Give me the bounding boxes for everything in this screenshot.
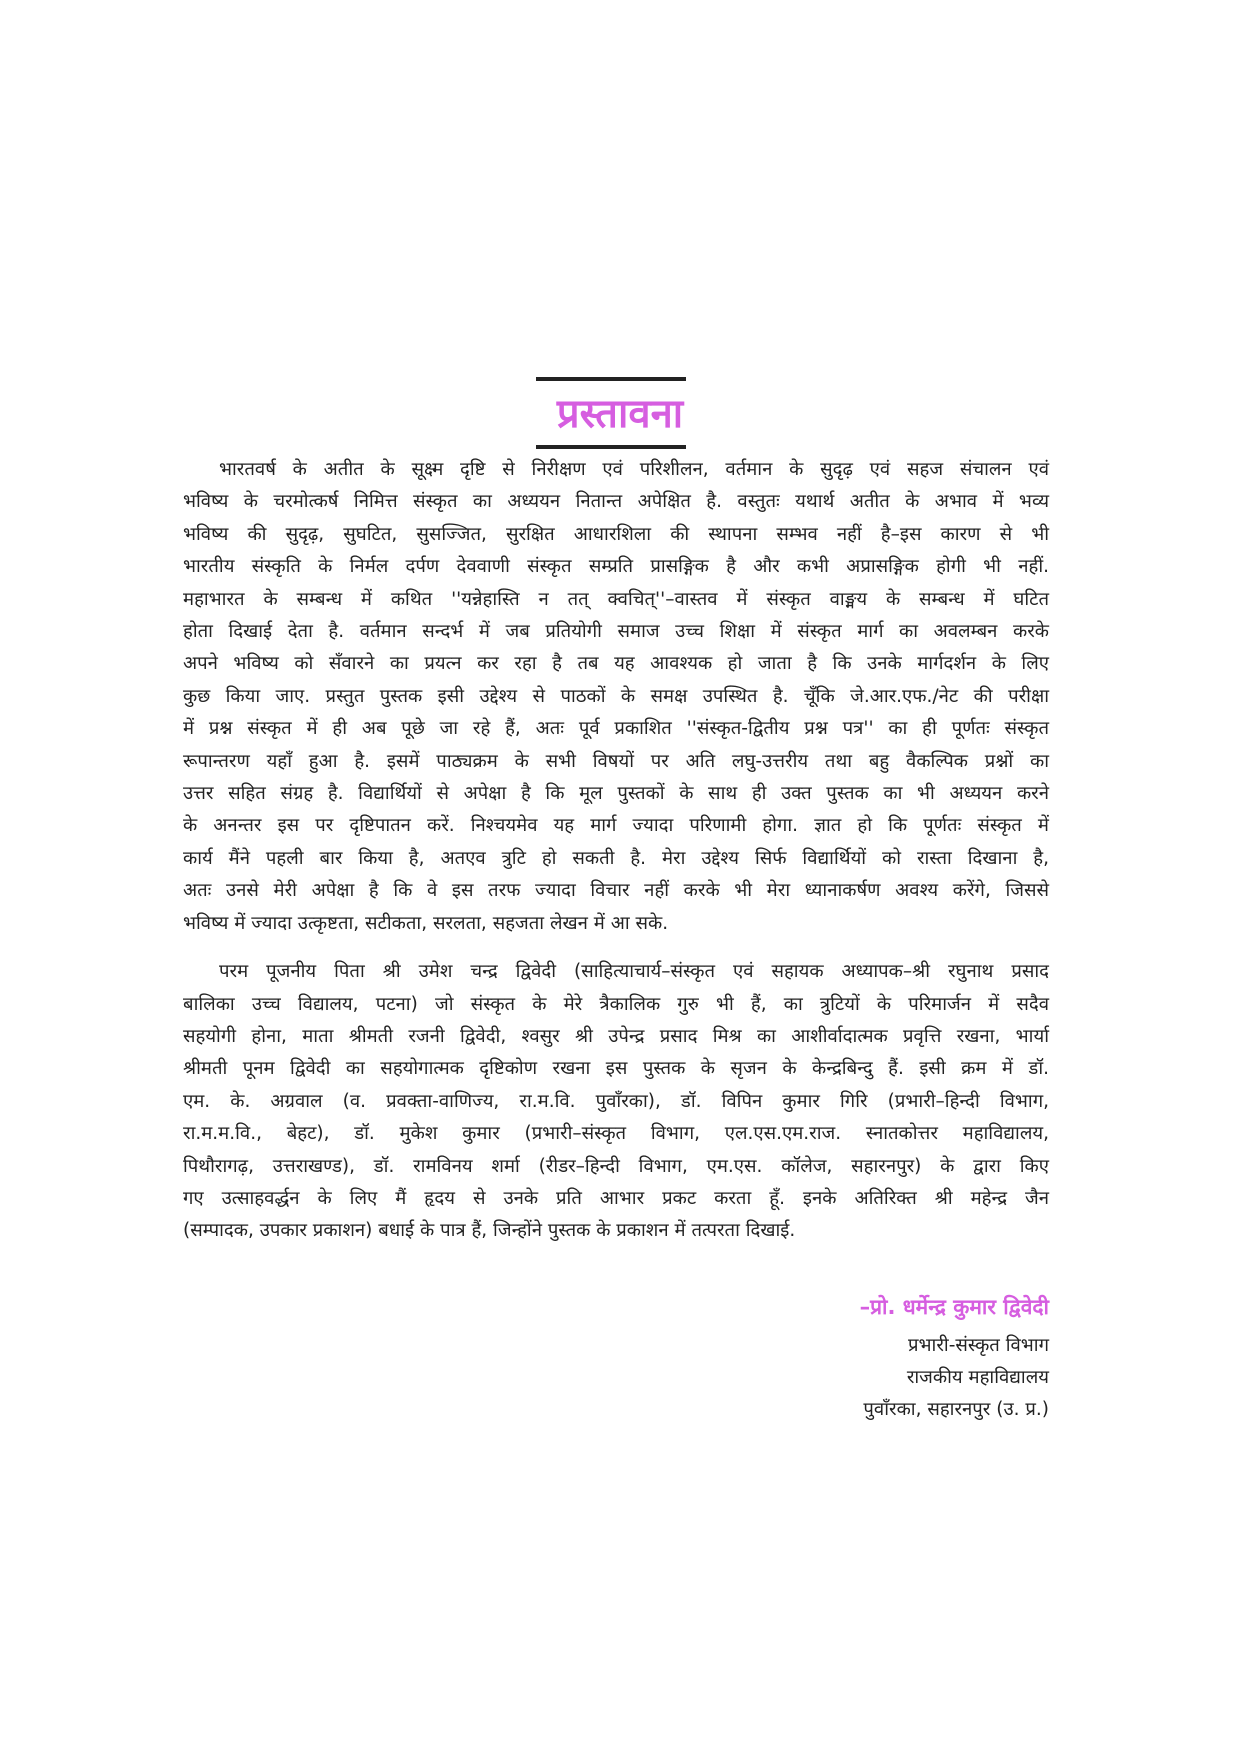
page-body — [183, 454, 1049, 1426]
text-line: अतः उनसे मेरी अपेक्षा है कि वे इस तरफ ज्यादा विचार नहीं करके भी मेरा ध्यानाकर्षण अवश्य करेंगे, जिससे — [183, 880, 1049, 902]
title-rule-top — [536, 377, 686, 381]
text-line: पिथौरागढ़, उत्तराखण्ड), डॉ. रामविनय शर्मा (रीडर–हिन्दी विभाग, एम.एस. कॉलेज, सहारनपुर) के द्वारा किए — [183, 1155, 1049, 1177]
text-line: (सम्पादक, उपकार प्रकाशन) बधाई के पात्र हैं, जिन्होंने पुस्तक के प्रकाशन में तत्परता दिखाई. — [183, 1220, 796, 1242]
text-line: भारतीय संस्कृति के निर्मल दर्पण देववाणी संस्कृत सम्प्रति प्रासङ्गिक है और कभी अप्रासङ्गिक होगी भी नहीं. — [183, 556, 1049, 578]
text-line: गए उत्साहवर्द्धन के लिए मैं हृदय से उनके प्रति आभार प्रकट करता हूँ. इनके अतिरिक्त श्री महेन्द्र जैन — [183, 1187, 1049, 1209]
signature-institution: राजकीय महाविद्यालय — [906, 1366, 1049, 1388]
text-line: सहयोगी होना, माता श्रीमती रजनी द्विवेदी, श्वसुर श्री उपेन्द्र प्रसाद मिश्र का आशीर्वादात्मक प्रवृत्ति रखना, भार्या — [183, 1025, 1049, 1047]
text-line: के अनन्तर इस पर दृष्टिपातन करें. निश्चयमेव यह मार्ग ज्यादा परिणामी होगा. ज्ञात हो कि पूर्णतः संस्कृत में — [183, 815, 1049, 837]
text-line: कुछ किया जाए. प्रस्तुत पुस्तक इसी उद्देश्य से पाठकों के समक्ष उपस्थित है. चूँकि जे.आर.एफ./नेट की परीक्षा — [183, 685, 1049, 707]
text-line: अपने भविष्य को सँवारने का प्रयत्न कर रहा है तब यह आवश्यक हो जाता है कि उनके मार्गदर्शन के लिए — [183, 653, 1049, 675]
signature-location: पुवाँरका, सहारनपुर (उ. प्र.) — [863, 1398, 1049, 1420]
text-line: श्रीमती पूनम द्विवेदी का सहयोगात्मक दृष्टिकोण रखना इस पुस्तक के सृजन के केन्द्रबिन्दु हैं. इसी क्रम में डॉ. — [183, 1058, 1049, 1080]
text-line: रूपान्तरण यहाँ हुआ है. इसमें पाठ्यक्रम के सभी विषयों पर अति लघु-उत्तरीय तथा बहु वैकल्पिक प्रश्नों का — [183, 750, 1049, 772]
paragraph-1 — [183, 454, 1049, 940]
text-line: परम पूजनीय पिता श्री उमेश चन्द्र द्विवेदी (साहित्याचार्य–संस्कृत एवं सहायक अध्यापक–श्री रघुनाथ प्रसाद — [219, 961, 1049, 983]
text-line: उत्तर सहित संग्रह है. विद्यार्थियों से अपेक्षा है कि मूल पुस्तकों के साथ ही उक्त पुस्तक का भी अध्ययन करने — [183, 783, 1049, 805]
text-line: एम. के. अग्रवाल (व. प्रवक्ता-वाणिज्य, रा.म.वि. पुवाँरका), डॉ. विपिन कुमार गिरि (प्रभारी–हिन्दी विभाग, — [183, 1090, 1049, 1112]
text-line: बालिका उच्च विद्यालय, पटना) जो संस्कृत के मेरे त्रैकालिक गुरु भी हैं, का त्रुटियों के परिमार्जन में सदैव — [183, 993, 1049, 1015]
text-line: कार्य मैंने पहली बार किया है, अतएव त्रुटि हो सकती है. मेरा उद्देश्य सिर्फ विद्यार्थियों को रास्ता दिखाना है, — [183, 847, 1049, 869]
signature-name: –प्रो. धर्मेन्द्र कुमार द्विवेदी — [859, 1294, 1049, 1319]
signature-block — [183, 1288, 1049, 1426]
text-line: में प्रश्न संस्कृत में ही अब पूछे जा रहे हैं, अतः पूर्व प्रकाशित ''संस्कृत-द्वितीय प्रश्न पत्र'' का ही पूर्णतः संस्कृत — [183, 718, 1049, 740]
text-line: भारतवर्ष के अतीत के सूक्ष्म दृष्टि से निरीक्षण एवं परिशीलन, वर्तमान के सुदृढ़ एवं सहज संचालन एवं — [219, 459, 1049, 480]
text-line: रा.म.म.वि., बेहट), डॉ. मुकेश कुमार (प्रभारी–संस्कृत विभाग, एल.एस.एम.राज. स्नातकोत्तर महाविद्यालय, — [183, 1123, 1049, 1145]
text-line: भविष्य की सुदृढ़, सुघटित, सुसज्जित, सुरक्षित आधारशिला की स्थापना सम्भव नहीं है–इस कारण से भी — [183, 523, 1049, 545]
page-title: प्रस्तावना — [556, 391, 684, 437]
paragraph-2 — [183, 956, 1049, 1248]
text-line: भविष्य में ज्यादा उत्कृष्टता, सटीकता, सरलता, सहजता लेखन में आ सके. — [183, 912, 669, 934]
signature-designation: प्रभारी-संस्कृत विभाग — [908, 1334, 1049, 1356]
text-line: महाभारत के सम्बन्ध में कथित ''यन्नेहास्ति न तत् क्वचित्''–वास्तव में संस्कृत वाङ्मय के सम्बन्ध में घटित — [183, 588, 1049, 610]
text-line: होता दिखाई देता है. वर्तमान सन्दर्भ में जब प्रतियोगी समाज उच्च शिक्षा में संस्कृत मार्ग का अवलम्बन करके — [183, 621, 1049, 643]
text-line: भविष्य के चरमोत्कर्ष निमित्त संस्कृत का अध्ययन नितान्त अपेक्षित है. वस्तुतः यथार्थ अतीत के अभाव में भव्य — [183, 491, 1049, 513]
title-rule-bottom — [536, 445, 686, 449]
